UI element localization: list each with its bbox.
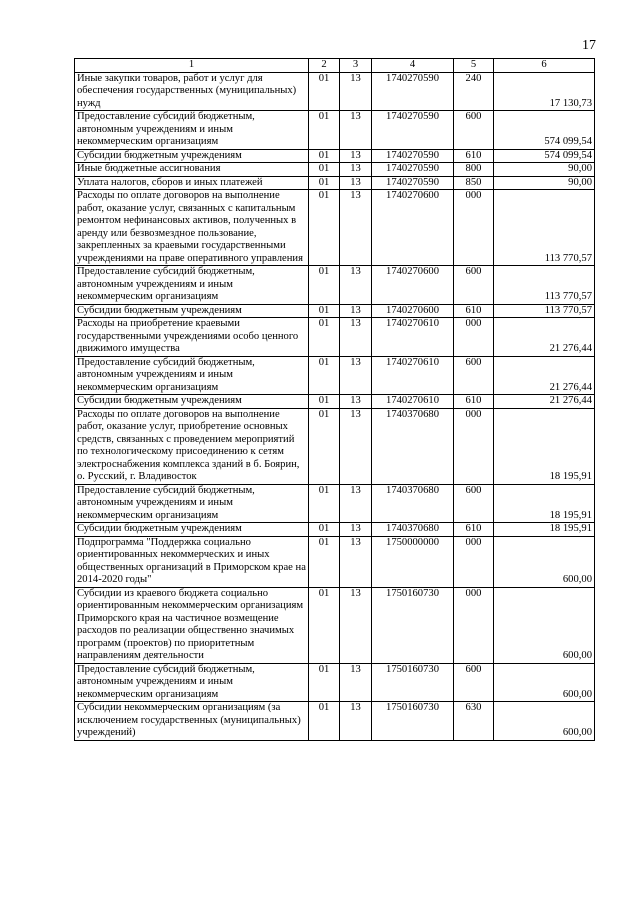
table-row — [75, 190, 595, 266]
table-row — [75, 318, 595, 357]
row-section: 01 — [309, 702, 340, 741]
row-target-code: 1740270590 — [372, 72, 454, 111]
row-expense-type: 800 — [454, 163, 494, 177]
header-row — [75, 59, 595, 73]
table-row — [75, 587, 595, 663]
row-name: Расходы по оплате договоров на выполнение работ, оказание услуг, приобретение основных средств, связанных с проведением мероприятий по технологическому присоединению к сетям электроснабжения комплекса зданий в б. Боярин, о. Русский, г. Владивосток — [75, 408, 309, 484]
row-subsection: 13 — [340, 266, 372, 305]
header-col-5: 5 — [454, 59, 494, 73]
row-expense-type: 610 — [454, 149, 494, 163]
row-subsection: 13 — [340, 72, 372, 111]
table-row — [75, 702, 595, 741]
row-name: Субсидии бюджетным учреждениям — [75, 523, 309, 537]
row-target-code: 1740270610 — [372, 395, 454, 409]
row-amount: 17 130,73 — [494, 72, 595, 111]
row-expense-type: 600 — [454, 111, 494, 150]
row-name: Субсидии некоммерческим организациям (за исключением государственных (муниципальных) учреждений) — [75, 702, 309, 741]
row-expense-type: 000 — [454, 318, 494, 357]
row-section: 01 — [309, 176, 340, 190]
row-expense-type: 000 — [454, 536, 494, 587]
row-section: 01 — [309, 266, 340, 305]
row-section: 01 — [309, 587, 340, 663]
row-target-code: 1740270610 — [372, 318, 454, 357]
row-expense-type: 000 — [454, 587, 494, 663]
row-amount: 18 195,91 — [494, 523, 595, 537]
row-subsection: 13 — [340, 395, 372, 409]
row-target-code: 1740370680 — [372, 484, 454, 523]
row-name: Подпрограмма "Поддержка социально ориентированных некоммерческих и иных общественных организаций в Приморском крае на 2014-2020 годы" — [75, 536, 309, 587]
row-target-code: 1750160730 — [372, 587, 454, 663]
table-row — [75, 408, 595, 484]
row-name: Предоставление субсидий бюджетным, автономным учреждениям и иным некоммерческим организациям — [75, 266, 309, 305]
row-target-code: 1740270600 — [372, 266, 454, 305]
row-section: 01 — [309, 304, 340, 318]
row-subsection: 13 — [340, 304, 372, 318]
row-subsection: 13 — [340, 484, 372, 523]
row-name: Предоставление субсидий бюджетным, автономным учреждениям и иным некоммерческим организациям — [75, 356, 309, 395]
row-amount: 21 276,44 — [494, 356, 595, 395]
row-amount: 21 276,44 — [494, 318, 595, 357]
row-section: 01 — [309, 408, 340, 484]
row-expense-type: 240 — [454, 72, 494, 111]
row-expense-type: 600 — [454, 266, 494, 305]
row-amount: 113 770,57 — [494, 190, 595, 266]
table-row — [75, 176, 595, 190]
table-row — [75, 163, 595, 177]
table-row — [75, 395, 595, 409]
row-amount: 600,00 — [494, 702, 595, 741]
header-col-2: 2 — [309, 59, 340, 73]
table-row — [75, 72, 595, 111]
row-expense-type: 000 — [454, 190, 494, 266]
row-target-code: 1750160730 — [372, 663, 454, 702]
table-row — [75, 663, 595, 702]
row-section: 01 — [309, 484, 340, 523]
row-name: Расходы на приобретение краевыми государственными учреждениями особо ценного движимого имущества — [75, 318, 309, 357]
row-section: 01 — [309, 149, 340, 163]
row-amount: 600,00 — [494, 663, 595, 702]
row-subsection: 13 — [340, 523, 372, 537]
row-amount: 600,00 — [494, 536, 595, 587]
row-target-code: 1740270590 — [372, 163, 454, 177]
row-target-code: 1740270600 — [372, 190, 454, 266]
row-target-code: 1740370680 — [372, 408, 454, 484]
row-section: 01 — [309, 356, 340, 395]
row-name: Предоставление субсидий бюджетным, автономным учреждениям и иным некоммерческим организациям — [75, 484, 309, 523]
row-name: Расходы по оплате договоров на выполнение работ, оказание услуг, связанных с капитальным ремонтом нефинансовых активов, полученных в аренду или безвозмездное пользование, закрепленных за краевыми государственными учреждениями на праве оперативного управления — [75, 190, 309, 266]
row-target-code: 1750000000 — [372, 536, 454, 587]
row-expense-type: 600 — [454, 484, 494, 523]
row-expense-type: 610 — [454, 304, 494, 318]
row-subsection: 13 — [340, 176, 372, 190]
row-name: Предоставление субсидий бюджетным, автономным учреждениям и иным некоммерческим организациям — [75, 111, 309, 150]
row-subsection: 13 — [340, 111, 372, 150]
table-row — [75, 304, 595, 318]
row-amount: 113 770,57 — [494, 266, 595, 305]
table-row — [75, 356, 595, 395]
row-name: Уплата налогов, сборов и иных платежей — [75, 176, 309, 190]
row-name: Субсидии бюджетным учреждениям — [75, 149, 309, 163]
row-target-code: 1740270600 — [372, 304, 454, 318]
row-expense-type: 000 — [454, 408, 494, 484]
row-target-code: 1740270590 — [372, 111, 454, 150]
row-expense-type: 610 — [454, 523, 494, 537]
row-section: 01 — [309, 111, 340, 150]
row-name: Иные бюджетные ассигнования — [75, 163, 309, 177]
table-row — [75, 484, 595, 523]
row-name: Субсидии бюджетным учреждениям — [75, 304, 309, 318]
row-target-code: 1740270590 — [372, 176, 454, 190]
row-name: Субсидии из краевого бюджета социально ориентированным некоммерческим организациям Приморского края на частичное возмещение расходов по реализации общественно значимых программ (проектов) по приоритетным направлениям деятельности — [75, 587, 309, 663]
row-amount: 90,00 — [494, 176, 595, 190]
row-subsection: 13 — [340, 149, 372, 163]
row-expense-type: 850 — [454, 176, 494, 190]
row-section: 01 — [309, 536, 340, 587]
table-row — [75, 523, 595, 537]
row-amount: 574 099,54 — [494, 111, 595, 150]
row-name: Субсидии бюджетным учреждениям — [75, 395, 309, 409]
row-subsection: 13 — [340, 587, 372, 663]
row-subsection: 13 — [340, 663, 372, 702]
table-row — [75, 111, 595, 150]
row-expense-type: 610 — [454, 395, 494, 409]
row-amount: 18 195,91 — [494, 484, 595, 523]
page-number: 17 — [582, 38, 596, 53]
row-expense-type: 600 — [454, 356, 494, 395]
row-amount: 90,00 — [494, 163, 595, 177]
row-section: 01 — [309, 190, 340, 266]
header-col-1: 1 — [75, 59, 309, 73]
table-row — [75, 149, 595, 163]
table-row — [75, 536, 595, 587]
row-section: 01 — [309, 663, 340, 702]
row-target-code: 1740370680 — [372, 523, 454, 537]
row-expense-type: 630 — [454, 702, 494, 741]
row-section: 01 — [309, 163, 340, 177]
row-subsection: 13 — [340, 318, 372, 357]
row-amount: 18 195,91 — [494, 408, 595, 484]
row-amount: 21 276,44 — [494, 395, 595, 409]
row-subsection: 13 — [340, 408, 372, 484]
row-subsection: 13 — [340, 163, 372, 177]
row-subsection: 13 — [340, 536, 372, 587]
row-section: 01 — [309, 72, 340, 111]
row-section: 01 — [309, 318, 340, 357]
row-subsection: 13 — [340, 190, 372, 266]
row-name: Иные закупки товаров, работ и услуг для обеспечения государственных (муниципальных) нужд — [75, 72, 309, 111]
table-row — [75, 266, 595, 305]
row-subsection: 13 — [340, 702, 372, 741]
budget-table — [74, 58, 595, 741]
row-expense-type: 600 — [454, 663, 494, 702]
row-target-code: 1740270590 — [372, 149, 454, 163]
row-amount: 600,00 — [494, 587, 595, 663]
header-col-3: 3 — [340, 59, 372, 73]
header-col-4: 4 — [372, 59, 454, 73]
row-amount: 113 770,57 — [494, 304, 595, 318]
header-col-6: 6 — [494, 59, 595, 73]
row-target-code: 1750160730 — [372, 702, 454, 741]
row-section: 01 — [309, 523, 340, 537]
row-amount: 574 099,54 — [494, 149, 595, 163]
row-section: 01 — [309, 395, 340, 409]
row-target-code: 1740270610 — [372, 356, 454, 395]
row-name: Предоставление субсидий бюджетным, автономным учреждениям и иным некоммерческим организациям — [75, 663, 309, 702]
row-subsection: 13 — [340, 356, 372, 395]
